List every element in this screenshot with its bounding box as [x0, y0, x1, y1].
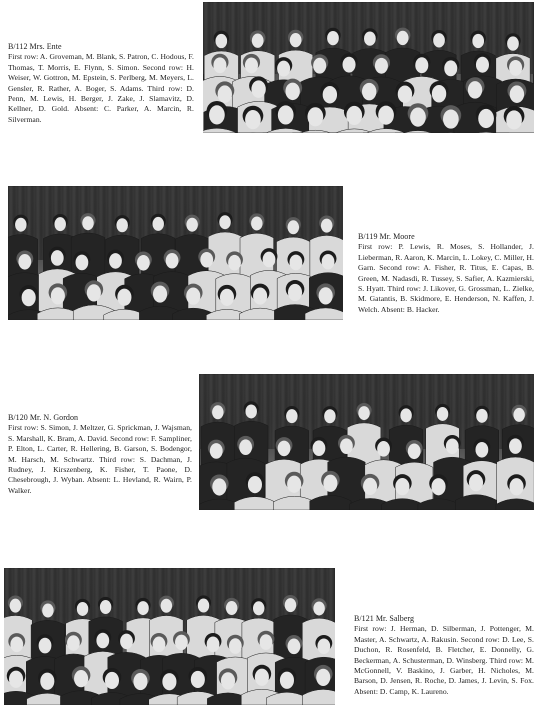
student-face — [472, 34, 484, 48]
caption-names: First row: S. Simon, J. Meltzer, G. Sprickman, J. Wajsman, S. Marshall, K. Bram, A. David. Second row: F. Sampliner, P. Elton, L. Carter, R. Hellering, B. Garson, S. Bodengor, M. Harsch, M. Schwartz. Third row: S. Dachman, J. Rudney, J. Kirszenberg, K. Fisher, T. Paone, D. Chesebrough, J. Wyban. Absent: L. Hevland, R. Wairn, P. Walker. — [8, 423, 192, 495]
student-face — [226, 601, 237, 615]
student-face — [395, 478, 409, 495]
student-face — [252, 34, 264, 48]
student-face — [288, 220, 299, 234]
caption-names: First row: P. Lewis, R. Moses, S. Hollander, J. Lieberman, R. Aaron, K. Marcin, L. Lokey, C. Miller, H. Garn. Second row: A. Fisher, R. Titus, E. Capas, B. Green, M. Nadasdi, R. Tussey, S. Safier, A. Kazmierski, S. Hyatt. Third row: J. Likover, G. Grossman, L. Zielke, M. Gatantis, B. Skidmore, E. Henderson, N. Kaffen, J. Welch. Absent: B. Hacker. — [358, 242, 534, 314]
student-face — [443, 109, 459, 128]
group-silhouettes — [203, 2, 534, 133]
student-face — [198, 599, 209, 613]
student-face — [245, 404, 256, 418]
student-face — [263, 252, 276, 268]
student-face — [285, 83, 299, 101]
student-face — [162, 673, 176, 690]
student-face — [221, 672, 235, 689]
student-face — [444, 60, 457, 76]
student-face — [200, 252, 213, 268]
student-face — [109, 253, 122, 269]
student-face — [213, 57, 226, 73]
student-face — [152, 217, 163, 231]
student-face — [278, 441, 291, 457]
student-face — [400, 408, 411, 422]
student-face — [364, 31, 376, 45]
caption-heading: B/112 Mrs. Ente — [8, 42, 62, 51]
student-face — [248, 476, 262, 493]
student-face — [166, 253, 179, 269]
student-face — [54, 217, 65, 231]
student-face — [117, 289, 131, 306]
student-face — [96, 633, 109, 649]
student-face — [343, 57, 356, 73]
student-face — [317, 638, 330, 654]
student-face — [513, 408, 524, 422]
caption-heading: B/119 Mr. Moore — [358, 232, 415, 241]
student-face — [313, 601, 324, 615]
caption-names: First row: J. Herman, D. Silberman, J. Pottenger, M. Master, A. Schwartz, A. Rakusin. Second row: D. Lee, S. Duchon, R. Rosenfeld, B. Fletcher, E. Donnelly, G. Beckerman, A. Schusterman, D. Winsberg. Third row: M. McGonnell, V. Baskino, J. Garber, H. Nicholes, M. Barson, D. Jensen, R. Roche, D. James, J. Levin, S. Fox. Absent: D. Camp, K. Laureno. — [354, 624, 534, 696]
student-face — [10, 599, 21, 613]
student-face — [280, 672, 294, 689]
student-face — [476, 57, 489, 73]
student-face — [324, 409, 335, 423]
student-face — [319, 287, 333, 304]
student-face — [137, 255, 150, 271]
student-face — [469, 474, 483, 491]
student-face — [42, 604, 53, 618]
student-face — [253, 287, 267, 304]
student-face — [186, 288, 200, 305]
student-face — [153, 285, 167, 302]
student-face — [288, 284, 302, 301]
student-face — [105, 672, 119, 689]
student-face — [327, 31, 339, 45]
student-face — [133, 673, 147, 690]
student-face — [116, 218, 127, 232]
caption-names: First row: A. Groveman, M. Blank, S. Patron, C. Hodous, F. Thomas, T. Morris, E. Flynn, S. Simon. Second row: H. Weiser, W. Gottron, M. Epstein, S. Perlberg, M. Meyers, L. Gensler, R. Rather, A. Boger, S. Adams. Third row: D. Penn, M. Lewis, H. Berger, J. Zake, J. Slamavitz, D. Kellner, D. Gold. Absent: C. Parker, A. Marcin, R. Silverman. — [8, 52, 194, 124]
student-face — [316, 669, 330, 686]
student-face — [218, 85, 232, 103]
student-face — [10, 637, 23, 653]
class-photo-b119 — [8, 186, 343, 320]
student-face — [510, 85, 524, 103]
student-face — [446, 438, 459, 454]
student-face — [251, 216, 262, 230]
student-face — [82, 216, 93, 230]
student-face — [322, 254, 335, 270]
student-face — [290, 33, 302, 47]
student-face — [408, 443, 421, 459]
student-face — [40, 673, 54, 690]
student-face — [476, 409, 487, 423]
student-face — [323, 475, 337, 492]
student-face — [277, 61, 290, 77]
student-face — [76, 255, 89, 271]
student-face — [509, 438, 522, 454]
student-face — [313, 440, 326, 456]
student-face — [323, 86, 337, 104]
student-face — [207, 637, 220, 653]
caption-b119 — [358, 232, 534, 315]
student-face — [51, 287, 65, 304]
group-silhouettes — [8, 186, 343, 320]
class-photo-b121 — [4, 568, 335, 705]
student-face — [74, 670, 88, 687]
student-face — [509, 60, 522, 76]
student-face — [506, 110, 522, 129]
student-face — [397, 31, 409, 45]
student-face — [100, 600, 111, 614]
student-face — [18, 254, 31, 270]
student-face — [209, 105, 225, 124]
student-face — [212, 405, 223, 419]
student-face — [137, 601, 148, 615]
student-face — [219, 215, 230, 229]
student-face — [358, 406, 369, 420]
student-face — [260, 634, 273, 650]
student-face — [415, 57, 428, 73]
student-face — [363, 478, 377, 495]
student-face — [212, 478, 226, 495]
caption-heading: B/121 Mr. Salberg — [354, 614, 415, 623]
student-face — [22, 289, 36, 306]
student-face — [67, 635, 80, 651]
student-face — [285, 598, 296, 612]
student-face — [287, 476, 301, 493]
student-face — [375, 58, 388, 74]
student-face — [120, 634, 133, 650]
student-face — [186, 218, 197, 232]
student-face — [229, 638, 242, 654]
student-face — [378, 106, 394, 125]
student-face — [161, 599, 172, 613]
student-face — [321, 219, 332, 233]
student-face — [215, 34, 227, 48]
student-face — [475, 442, 488, 458]
student-face — [340, 438, 353, 454]
student-face — [39, 638, 52, 654]
student-face — [210, 443, 223, 459]
student-face — [398, 85, 412, 103]
student-face — [245, 57, 258, 73]
student-face — [153, 637, 166, 653]
student-face — [362, 83, 376, 101]
caption-heading: B/120 Mr. N. Gordon — [8, 413, 79, 422]
student-face — [51, 250, 64, 266]
group-silhouettes — [199, 374, 534, 510]
caption-b121 — [354, 614, 534, 697]
student-face — [433, 33, 445, 47]
caption-b120 — [8, 413, 192, 496]
student-face — [87, 284, 101, 301]
student-face — [220, 289, 234, 306]
student-face — [509, 478, 523, 495]
student-face — [289, 255, 302, 271]
student-face — [431, 478, 445, 495]
caption-b112 — [8, 42, 194, 125]
student-face — [253, 601, 264, 615]
student-face — [245, 110, 261, 129]
class-photo-b120 — [199, 374, 534, 510]
student-face — [478, 109, 494, 128]
student-face — [313, 58, 326, 74]
student-face — [437, 407, 448, 421]
student-face — [9, 671, 23, 688]
student-face — [346, 106, 362, 125]
student-face — [432, 85, 446, 103]
student-face — [77, 602, 88, 616]
student-face — [191, 671, 205, 688]
class-photo-b112 — [203, 2, 534, 133]
student-face — [239, 439, 252, 455]
student-face — [468, 81, 482, 99]
student-face — [410, 108, 426, 127]
student-face — [15, 218, 26, 232]
student-face — [255, 669, 269, 686]
student-face — [175, 635, 188, 651]
student-face — [308, 107, 324, 126]
student-face — [278, 105, 294, 124]
student-face — [377, 441, 390, 457]
student-face — [251, 80, 265, 98]
student-face — [288, 639, 301, 655]
student-face — [507, 36, 519, 50]
group-silhouettes — [4, 568, 335, 705]
student-face — [286, 409, 297, 423]
student-face — [228, 255, 241, 271]
